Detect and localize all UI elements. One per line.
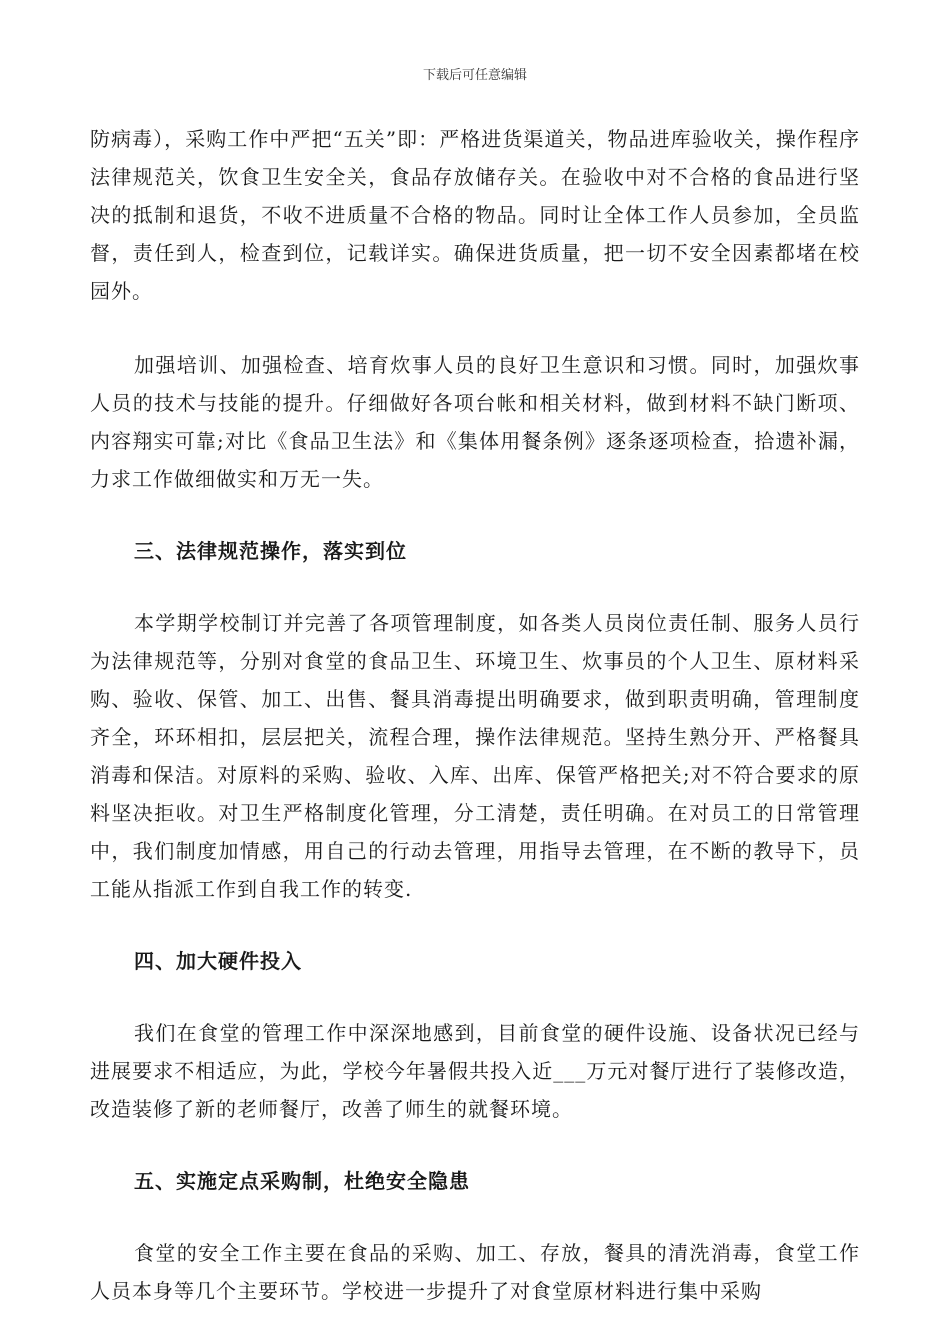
document-body [90,120,860,1310]
section-heading-4: 四、加大硬件投入 [134,949,302,973]
paragraph-procurement: 食堂的安全工作主要在食品的采购、加工、存放，餐具的清洗消毒，食堂工作人员本身等几个主要环节。学校进一步提升了对食堂原材料进行集中采购 [90,1241,860,1303]
section-heading-5: 五、实施定点采购制，杜绝安全隐患 [134,1169,470,1193]
paragraph-training: 加强培训、加强检查、培育炊事人员的良好卫生意识和习惯。同时，加强炊事人员的技术与技能的提升。仔细做好各项台帐和相关材料，做到材料不缺门断项、内容翔实可靠;对比《食品卫生法》和《集体用餐条例》逐条逐项检查，拾遗补漏，力求工作做细做实和万无一失。 [90,353,860,491]
paragraph-regulations: 本学期学校制订并完善了各项管理制度，如各类人员岗位责任制、服务人员行为法律规范等，分别对食堂的食品卫生、环境卫生、炊事员的个人卫生、原材料采购、验收、保管、加工、出售、餐具消毒提出明确要求，做到职责明确，管理制度齐全，环环相扣，层层把关，流程合理，操作法律规范。坚持生熟分开、严格餐具消毒和保洁。对原料的采购、验收、入库、出库、保管严格把关;对不符合要求的原料坚决拒收。对卫生严格制度化管理，分工清楚，责任明确。在对员工的日常管理中，我们制度加情感，用自己的行动去管理，用指导去管理，在不断的教导下，员工能从指派工作到自我工作的转变. [90,611,860,901]
paragraph-hardware: 我们在食堂的管理工作中深深地感到，目前食堂的硬件设施、设备状况已经与进展要求不相适应，为此，学校今年暑假共投入近___万元对餐厅进行了装修改造，改造装修了新的老师餐厅，改善了师生的就餐环境。 [90,1021,860,1121]
page-header: 下载后可任意编辑 [422,68,527,83]
paragraph-continuation: 防病毒），采购工作中严把“五关”即：严格进货渠道关，物品进库验收关，操作程序法律规范关，饮食卫生安全关，食品存放储存关。在验收中对不合格的食品进行坚决的抵制和退货，不收不进质量不合格的物品。同时让全体工作人员参加，全员监督，责任到人，检查到位，记载详实。确保进货质量，把一切不安全因素都堵在校园外。 [90,127,860,303]
section-heading-3: 三、法律规范操作，落实到位 [134,539,407,563]
